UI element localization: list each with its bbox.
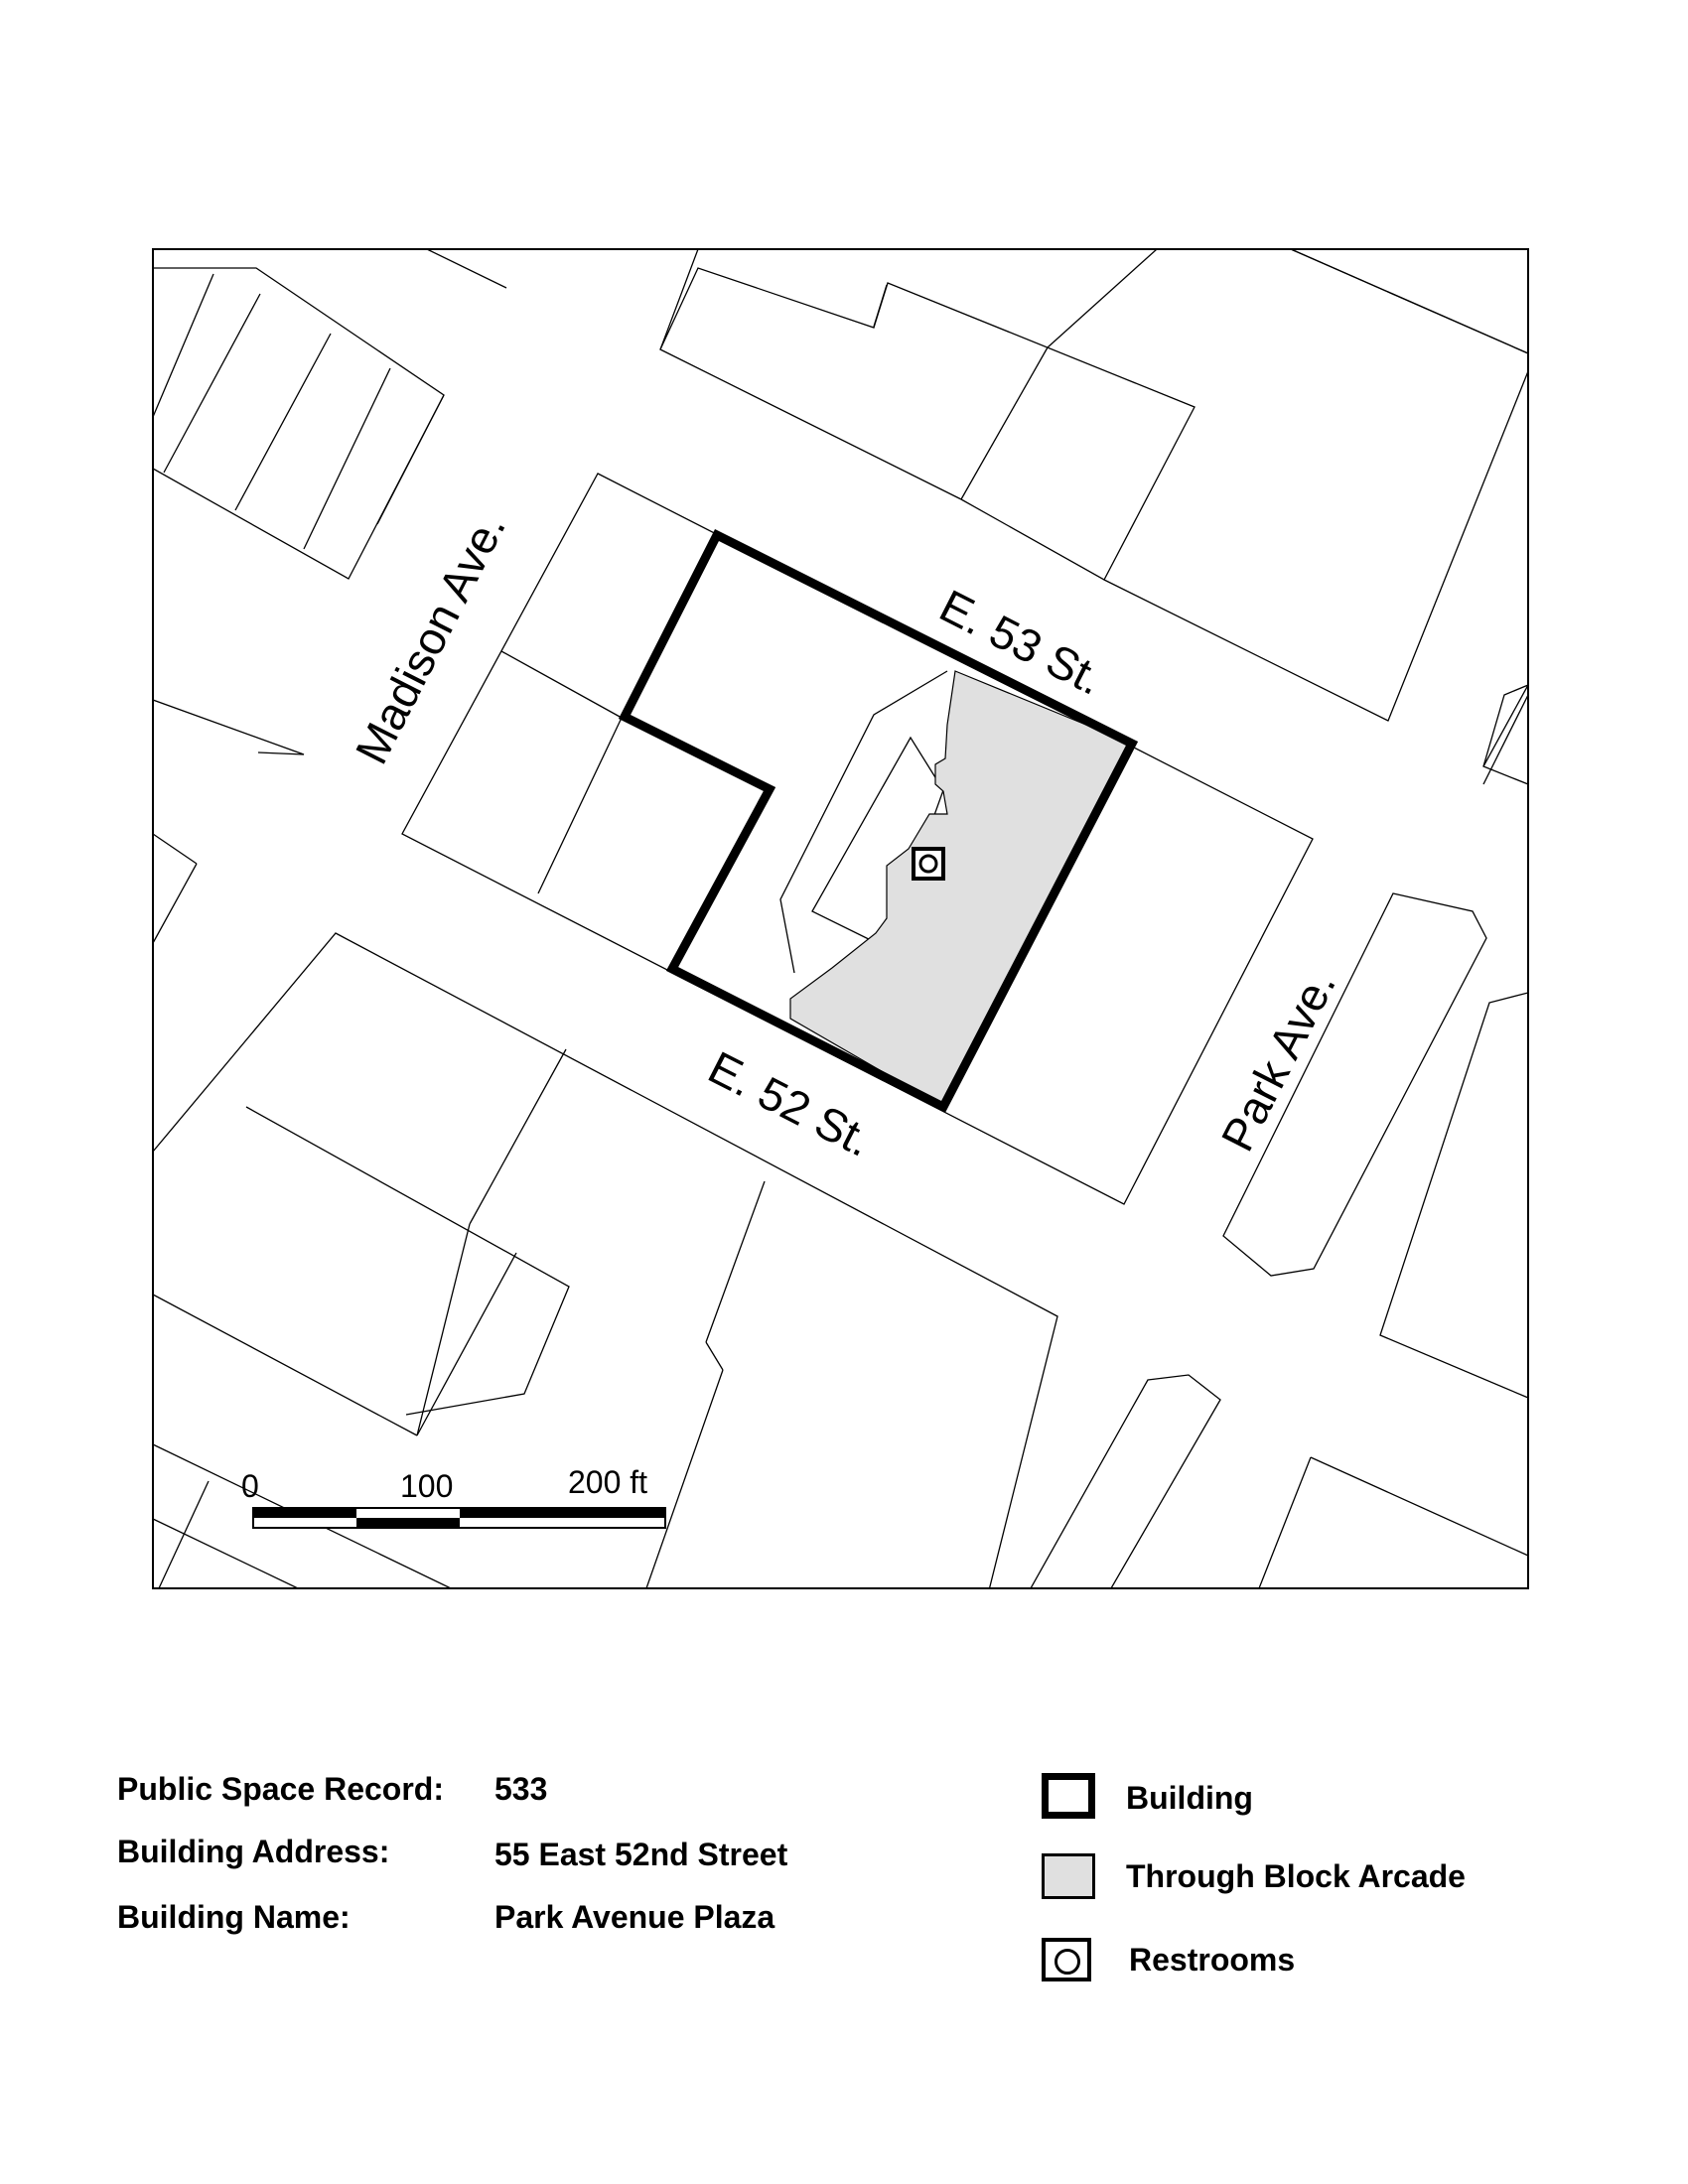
record-label: Public Space Record:: [117, 1771, 444, 1807]
restroom-icon: [1055, 1949, 1080, 1975]
address-value: 55 East 52nd Street: [494, 1837, 788, 1872]
street-label-park: Park Ave.: [1210, 962, 1345, 1160]
street-label-madison: Madison Ave.: [345, 504, 515, 772]
parcel-lines: [153, 249, 1528, 1598]
scale-label-end: 200 ft: [568, 1464, 648, 1500]
legend-restrooms-swatch: [1042, 1938, 1091, 1981]
restroom-marker: [914, 849, 943, 879]
name-label: Building Name:: [117, 1899, 351, 1935]
street-label-e53: E. 53 St.: [931, 579, 1112, 706]
legend-arcade-label: Through Block Arcade: [1126, 1858, 1466, 1894]
legend-building-swatch: [1042, 1773, 1095, 1819]
address-label: Building Address:: [117, 1834, 390, 1869]
legend-restrooms-label: Restrooms: [1129, 1942, 1296, 1978]
record-value: 533: [494, 1771, 548, 1807]
map-frame: [153, 249, 1528, 1588]
scale-label-zero: 0: [241, 1468, 259, 1504]
legend-arcade-swatch: [1042, 1853, 1095, 1899]
street-label-e52: E. 52 St.: [700, 1040, 881, 1167]
through-block-arcade: [790, 671, 1132, 1107]
scale-bar: [241, 1464, 665, 1528]
name-value: Park Avenue Plaza: [494, 1899, 775, 1935]
scale-label-mid: 100: [400, 1468, 454, 1504]
legend-building-label: Building: [1126, 1780, 1253, 1816]
